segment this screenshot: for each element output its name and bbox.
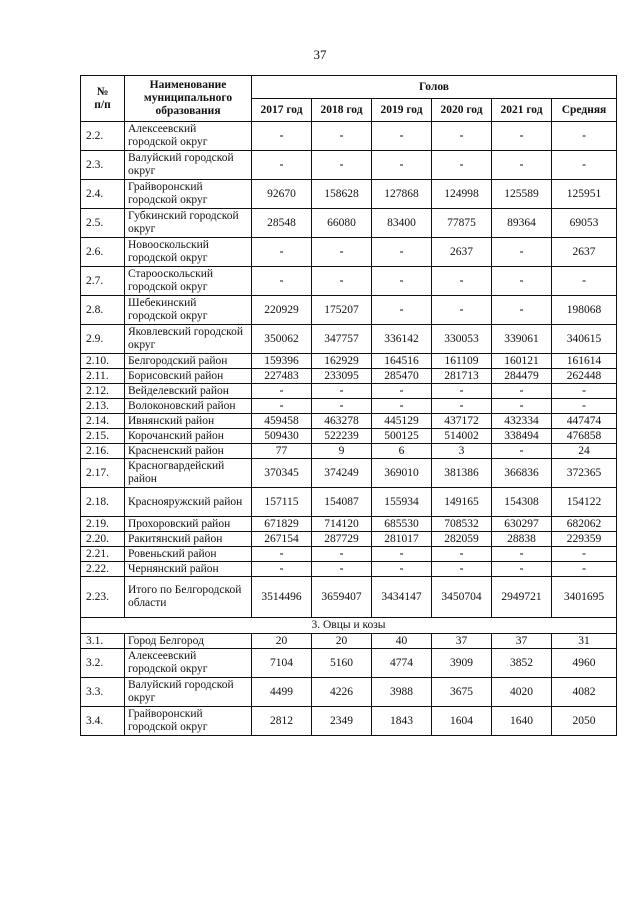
table-row xyxy=(81,562,617,577)
year-value: 284479 xyxy=(492,369,552,384)
year-value: - xyxy=(432,399,492,414)
municipality-name: Корочанский район xyxy=(125,429,252,444)
year-value: 4499 xyxy=(252,678,312,707)
year-value: 220929 xyxy=(252,296,312,325)
year-value: 20 xyxy=(312,634,372,649)
year-value: 374249 xyxy=(312,459,372,488)
year-value: 514002 xyxy=(432,429,492,444)
average-value: 198068 xyxy=(552,296,617,325)
year-value: 370345 xyxy=(252,459,312,488)
year-value: 28548 xyxy=(252,209,312,238)
year-value: 37 xyxy=(432,634,492,649)
year-value: - xyxy=(312,238,372,267)
row-number: 2.3. xyxy=(81,151,125,180)
municipality-name: Красногвардейский район xyxy=(125,459,252,488)
year-value: - xyxy=(492,151,552,180)
year-value: 92670 xyxy=(252,180,312,209)
year-value: 3909 xyxy=(432,649,492,678)
year-value: 350062 xyxy=(252,325,312,354)
row-number: 2.6. xyxy=(81,238,125,267)
year-value: 5160 xyxy=(312,649,372,678)
municipality-name: Грайворонский городской округ xyxy=(125,707,252,736)
year-value: 125589 xyxy=(492,180,552,209)
year-value: 3450704 xyxy=(432,577,492,618)
year-value: 28838 xyxy=(492,532,552,547)
table-body-part1 xyxy=(81,122,617,618)
year-value: - xyxy=(432,267,492,296)
year-value: - xyxy=(492,399,552,414)
row-number: 2.16. xyxy=(81,444,125,459)
municipality-name: Белгородский район xyxy=(125,354,252,369)
table-row xyxy=(81,517,617,532)
year-value: 3659407 xyxy=(312,577,372,618)
year-value: 437172 xyxy=(432,414,492,429)
municipality-name: Валуйский городской округ xyxy=(125,678,252,707)
year-value: 83400 xyxy=(372,209,432,238)
row-number: 2.13. xyxy=(81,399,125,414)
year-value: - xyxy=(252,122,312,151)
year-value: - xyxy=(312,562,372,577)
year-value: - xyxy=(252,384,312,399)
municipality-name: Алексеевский городской округ xyxy=(125,649,252,678)
header-name: Наименование муниципального образования xyxy=(125,76,252,122)
year-value: - xyxy=(252,151,312,180)
average-value: 447474 xyxy=(552,414,617,429)
year-value: 347757 xyxy=(312,325,372,354)
row-number: 2.22. xyxy=(81,562,125,577)
table-row xyxy=(81,547,617,562)
table-row xyxy=(81,429,617,444)
municipality-name: Краснояружский район xyxy=(125,488,252,517)
year-value: - xyxy=(312,151,372,180)
year-value: - xyxy=(432,122,492,151)
municipality-name: Ракитянский район xyxy=(125,532,252,547)
table-row xyxy=(81,532,617,547)
row-number: 2.19. xyxy=(81,517,125,532)
row-number: 2.5. xyxy=(81,209,125,238)
year-value: 708532 xyxy=(432,517,492,532)
year-value: 339061 xyxy=(492,325,552,354)
year-value: 155934 xyxy=(372,488,432,517)
year-value: - xyxy=(252,238,312,267)
year-value: - xyxy=(432,151,492,180)
year-value: 7104 xyxy=(252,649,312,678)
table-row xyxy=(81,354,617,369)
year-value: - xyxy=(432,562,492,577)
row-number: 2.14. xyxy=(81,414,125,429)
year-value: 500125 xyxy=(372,429,432,444)
table-row xyxy=(81,414,617,429)
average-value: - xyxy=(552,399,617,414)
year-value: 159396 xyxy=(252,354,312,369)
year-value: - xyxy=(492,122,552,151)
average-value: 154122 xyxy=(552,488,617,517)
average-value: 3401695 xyxy=(552,577,617,618)
year-value: - xyxy=(372,384,432,399)
row-number: 2.4. xyxy=(81,180,125,209)
table-row xyxy=(81,267,617,296)
year-value: 77875 xyxy=(432,209,492,238)
row-number: 2.9. xyxy=(81,325,125,354)
municipality-name: Вейделевский район xyxy=(125,384,252,399)
municipality-name: Губкинский городской округ xyxy=(125,209,252,238)
average-value: 125951 xyxy=(552,180,617,209)
municipality-name: Старооскольский городской округ xyxy=(125,267,252,296)
row-number: 2.10. xyxy=(81,354,125,369)
year-value: 124998 xyxy=(432,180,492,209)
year-value: 3675 xyxy=(432,678,492,707)
row-number: 3.3. xyxy=(81,678,125,707)
year-value: 2949721 xyxy=(492,577,552,618)
year-value: 3514496 xyxy=(252,577,312,618)
table-row xyxy=(81,444,617,459)
year-value: 154308 xyxy=(492,488,552,517)
year-value: 160121 xyxy=(492,354,552,369)
average-value: 69053 xyxy=(552,209,617,238)
table-row xyxy=(81,238,617,267)
year-value: 4774 xyxy=(372,649,432,678)
municipality-name: Прохоровский район xyxy=(125,517,252,532)
year-value: - xyxy=(372,122,432,151)
year-value: 3988 xyxy=(372,678,432,707)
average-value: - xyxy=(552,562,617,577)
livestock-table xyxy=(80,75,617,736)
table-row xyxy=(81,122,617,151)
year-value: 369010 xyxy=(372,459,432,488)
year-value: - xyxy=(372,151,432,180)
year-value: 4020 xyxy=(492,678,552,707)
average-value: 4960 xyxy=(552,649,617,678)
municipality-name: Алексеевский городской округ xyxy=(125,122,252,151)
year-value: 233095 xyxy=(312,369,372,384)
table-row xyxy=(81,384,617,399)
average-value: 340615 xyxy=(552,325,617,354)
row-number: 3.1. xyxy=(81,634,125,649)
year-value: - xyxy=(252,547,312,562)
row-number: 3.4. xyxy=(81,707,125,736)
year-value: 1843 xyxy=(372,707,432,736)
year-value: 459458 xyxy=(252,414,312,429)
year-value: 3852 xyxy=(492,649,552,678)
row-number: 2.11. xyxy=(81,369,125,384)
year-value: 77 xyxy=(252,444,312,459)
table-row xyxy=(81,369,617,384)
year-value: 463278 xyxy=(312,414,372,429)
year-value: 175207 xyxy=(312,296,372,325)
table-body-part2 xyxy=(81,634,617,736)
average-value: - xyxy=(552,384,617,399)
year-value: - xyxy=(312,384,372,399)
table-row xyxy=(81,180,617,209)
year-value: 127868 xyxy=(372,180,432,209)
row-number: 2.23. xyxy=(81,577,125,618)
average-value: 4082 xyxy=(552,678,617,707)
year-value: 162929 xyxy=(312,354,372,369)
year-value: 158628 xyxy=(312,180,372,209)
year-value: 714120 xyxy=(312,517,372,532)
municipality-name: Новооскольский городской округ xyxy=(125,238,252,267)
table-row xyxy=(81,634,617,649)
year-value: 161109 xyxy=(432,354,492,369)
municipality-name: Грайворонский городской округ xyxy=(125,180,252,209)
page-number: 37 xyxy=(313,47,327,62)
year-value: 287729 xyxy=(312,532,372,547)
average-value: 476858 xyxy=(552,429,617,444)
year-value: - xyxy=(492,238,552,267)
year-value: 381386 xyxy=(432,459,492,488)
municipality-name: Красненский район xyxy=(125,444,252,459)
average-value: - xyxy=(552,122,617,151)
year-value: 432334 xyxy=(492,414,552,429)
year-value: 685530 xyxy=(372,517,432,532)
row-number: 3.2. xyxy=(81,649,125,678)
year-value: - xyxy=(492,547,552,562)
municipality-name: Волоконовский район xyxy=(125,399,252,414)
year-value: 20 xyxy=(252,634,312,649)
year-value: - xyxy=(432,296,492,325)
year-value: - xyxy=(432,384,492,399)
table-row xyxy=(81,577,617,618)
year-value: - xyxy=(492,562,552,577)
year-value: 227483 xyxy=(252,369,312,384)
year-value: 285470 xyxy=(372,369,432,384)
year-value: - xyxy=(372,547,432,562)
year-value: 89364 xyxy=(492,209,552,238)
year-value: 3 xyxy=(432,444,492,459)
table-row xyxy=(81,707,617,736)
average-value: 262448 xyxy=(552,369,617,384)
average-value: 2050 xyxy=(552,707,617,736)
header-year: 2017 год xyxy=(252,99,312,122)
year-value: - xyxy=(312,122,372,151)
year-value: 630297 xyxy=(492,517,552,532)
row-number: 2.15. xyxy=(81,429,125,444)
average-value: 31 xyxy=(552,634,617,649)
municipality-name: Шебекинский городской округ xyxy=(125,296,252,325)
row-number: 2.20. xyxy=(81,532,125,547)
average-value: 372365 xyxy=(552,459,617,488)
row-number: 2.21. xyxy=(81,547,125,562)
row-number: 2.17. xyxy=(81,459,125,488)
header-average: Средняя xyxy=(552,99,617,122)
year-value: 2637 xyxy=(432,238,492,267)
year-value: - xyxy=(312,399,372,414)
table-row xyxy=(81,209,617,238)
year-value: 282059 xyxy=(432,532,492,547)
year-value: - xyxy=(372,267,432,296)
year-value: 2349 xyxy=(312,707,372,736)
year-value: 3434147 xyxy=(372,577,432,618)
header-year: 2020 год xyxy=(432,99,492,122)
table-row xyxy=(81,459,617,488)
year-value: 281017 xyxy=(372,532,432,547)
average-value: 161614 xyxy=(552,354,617,369)
municipality-name: Ровеньский район xyxy=(125,547,252,562)
year-value: 40 xyxy=(372,634,432,649)
year-value: 267154 xyxy=(252,532,312,547)
municipality-name: Валуйский городской округ xyxy=(125,151,252,180)
average-value: - xyxy=(552,267,617,296)
year-value: 6 xyxy=(372,444,432,459)
year-value: - xyxy=(372,562,432,577)
year-value: 157115 xyxy=(252,488,312,517)
table-row xyxy=(81,325,617,354)
table-row xyxy=(81,151,617,180)
year-value: - xyxy=(372,296,432,325)
municipality-name: Город Белгород xyxy=(125,634,252,649)
year-value: 1604 xyxy=(432,707,492,736)
municipality-name: Чернянский район xyxy=(125,562,252,577)
year-value: 330053 xyxy=(432,325,492,354)
year-value: - xyxy=(312,267,372,296)
year-value: - xyxy=(252,399,312,414)
municipality-name: Ивнянский район xyxy=(125,414,252,429)
average-value: 682062 xyxy=(552,517,617,532)
year-value: 9 xyxy=(312,444,372,459)
average-value: 24 xyxy=(552,444,617,459)
municipality-name: Борисовский район xyxy=(125,369,252,384)
year-value: - xyxy=(252,562,312,577)
header-group: Голов xyxy=(252,76,617,99)
year-value: 4226 xyxy=(312,678,372,707)
year-value: 281713 xyxy=(432,369,492,384)
year-value: - xyxy=(432,547,492,562)
row-number: 2.7. xyxy=(81,267,125,296)
year-value: 522239 xyxy=(312,429,372,444)
row-number: 2.2. xyxy=(81,122,125,151)
average-value: - xyxy=(552,547,617,562)
table-row xyxy=(81,399,617,414)
row-number: 2.12. xyxy=(81,384,125,399)
year-value: - xyxy=(492,267,552,296)
year-value: - xyxy=(372,399,432,414)
year-value: 338494 xyxy=(492,429,552,444)
year-value: 366836 xyxy=(492,459,552,488)
year-value: 66080 xyxy=(312,209,372,238)
year-value: 164516 xyxy=(372,354,432,369)
section-title: 3. Овцы и козы xyxy=(81,618,617,634)
table-row xyxy=(81,678,617,707)
section-row xyxy=(81,618,617,634)
year-value: - xyxy=(312,547,372,562)
table-row xyxy=(81,488,617,517)
year-value: 154087 xyxy=(312,488,372,517)
header-year: 2021 год xyxy=(492,99,552,122)
year-value: 671829 xyxy=(252,517,312,532)
year-value: - xyxy=(372,238,432,267)
header-year: 2018 год xyxy=(312,99,372,122)
year-value: 37 xyxy=(492,634,552,649)
year-value: - xyxy=(252,267,312,296)
section-body xyxy=(81,618,617,634)
average-value: 229359 xyxy=(552,532,617,547)
table-row xyxy=(81,649,617,678)
year-value: 336142 xyxy=(372,325,432,354)
year-value: - xyxy=(492,384,552,399)
header-num: № п/п xyxy=(81,76,125,122)
average-value: - xyxy=(552,151,617,180)
year-value: - xyxy=(492,296,552,325)
average-value: 2637 xyxy=(552,238,617,267)
year-value: 2812 xyxy=(252,707,312,736)
year-value: 1640 xyxy=(492,707,552,736)
table-row xyxy=(81,296,617,325)
year-value: - xyxy=(492,444,552,459)
municipality-name: Яковлевский городской округ xyxy=(125,325,252,354)
row-number: 2.18. xyxy=(81,488,125,517)
year-value: 509430 xyxy=(252,429,312,444)
header-year: 2019 год xyxy=(372,99,432,122)
municipality-name: Итого по Белгородской области xyxy=(125,577,252,618)
year-value: 445129 xyxy=(372,414,432,429)
year-value: 149165 xyxy=(432,488,492,517)
row-number: 2.8. xyxy=(81,296,125,325)
